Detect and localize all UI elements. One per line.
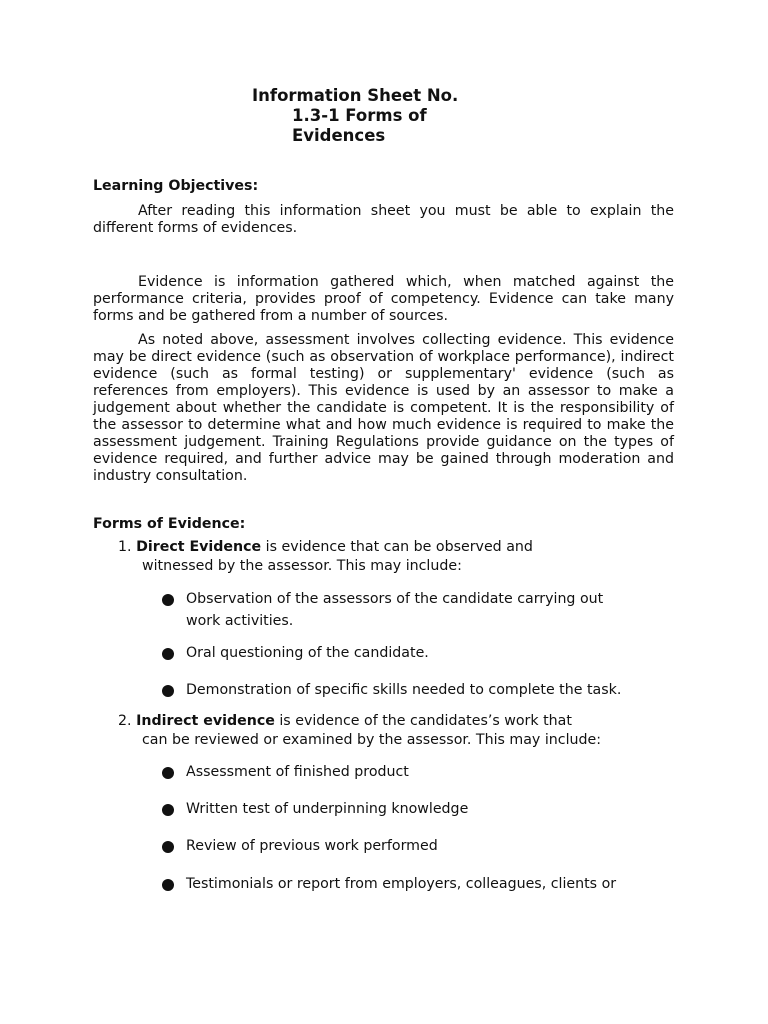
list-text-continued: witnessed by the assessor. This may include: [142, 557, 462, 574]
bullet-icon [162, 841, 174, 853]
bullet-item: Assessment of finished product [162, 762, 409, 784]
bullet-item: Testimonials or report from employers, colleagues, clients or [162, 874, 616, 896]
bullet-icon [162, 685, 174, 697]
list-number: 1. [118, 539, 132, 555]
list-number: 2. [118, 713, 132, 729]
bullet-item: Review of previous work performed [162, 836, 438, 858]
title-line-3: Evidences [292, 126, 386, 145]
bullet-item: Demonstration of specific skills needed to complete the task. [162, 680, 621, 702]
bullet-item: Observation of the assessors of the candidate carrying out work activities. [162, 589, 603, 632]
bullet-icon [162, 594, 174, 606]
learning-objectives-heading: Learning Objectives: [93, 178, 259, 194]
list-text-continued: can be reviewed or examined by the assessor. This may include: [142, 731, 602, 748]
list-term: Direct Evidence [136, 539, 262, 555]
paragraph-assessment: As noted above, assessment involves collecting evidence. This evidence may be direct evidence (such as observation of workplace performance), indirect evidence (such as formal testing) or supplementary' evidence (such as references from employers). This evidence is used by an assessor to make a judgement about whether the candidate is competent. It is the responsibility of the assessor to determine what and how much evidence is required to make the assessment judgement. Training Regulations provide guidance on the types of evidence required, and further advice may be gained through moderation and industry consultation. [93, 332, 674, 484]
document-title [252, 86, 552, 146]
list-term: Indirect evidence [136, 713, 275, 729]
bullet-icon [162, 767, 174, 779]
bullet-icon [162, 804, 174, 816]
forms-of-evidence-heading: Forms of Evidence: [93, 516, 246, 532]
title-line-2: 1.3-1 Forms of [292, 106, 427, 125]
paragraph-evidence-definition: Evidence is information gathered which, when matched against the performance criteria, provides proof of competency. Evidence can take many forms and be gathered from a number of sources. [93, 274, 674, 324]
title-line-1: Information Sheet No. [252, 86, 459, 105]
bullet-item: Written test of underpinning knowledge [162, 799, 468, 821]
bullet-icon [162, 879, 174, 891]
list-item-indirect-evidence [118, 712, 601, 749]
list-item-direct-evidence [118, 538, 533, 575]
bullet-icon [162, 648, 174, 660]
list-text: is evidence that can be observed and [261, 539, 533, 555]
list-text: is evidence of the candidates’s work that [274, 713, 572, 729]
learning-objectives-text: After reading this information sheet you must be able to explain the different forms of evidences. [93, 203, 674, 236]
bullet-item: Oral questioning of the candidate. [162, 643, 429, 665]
